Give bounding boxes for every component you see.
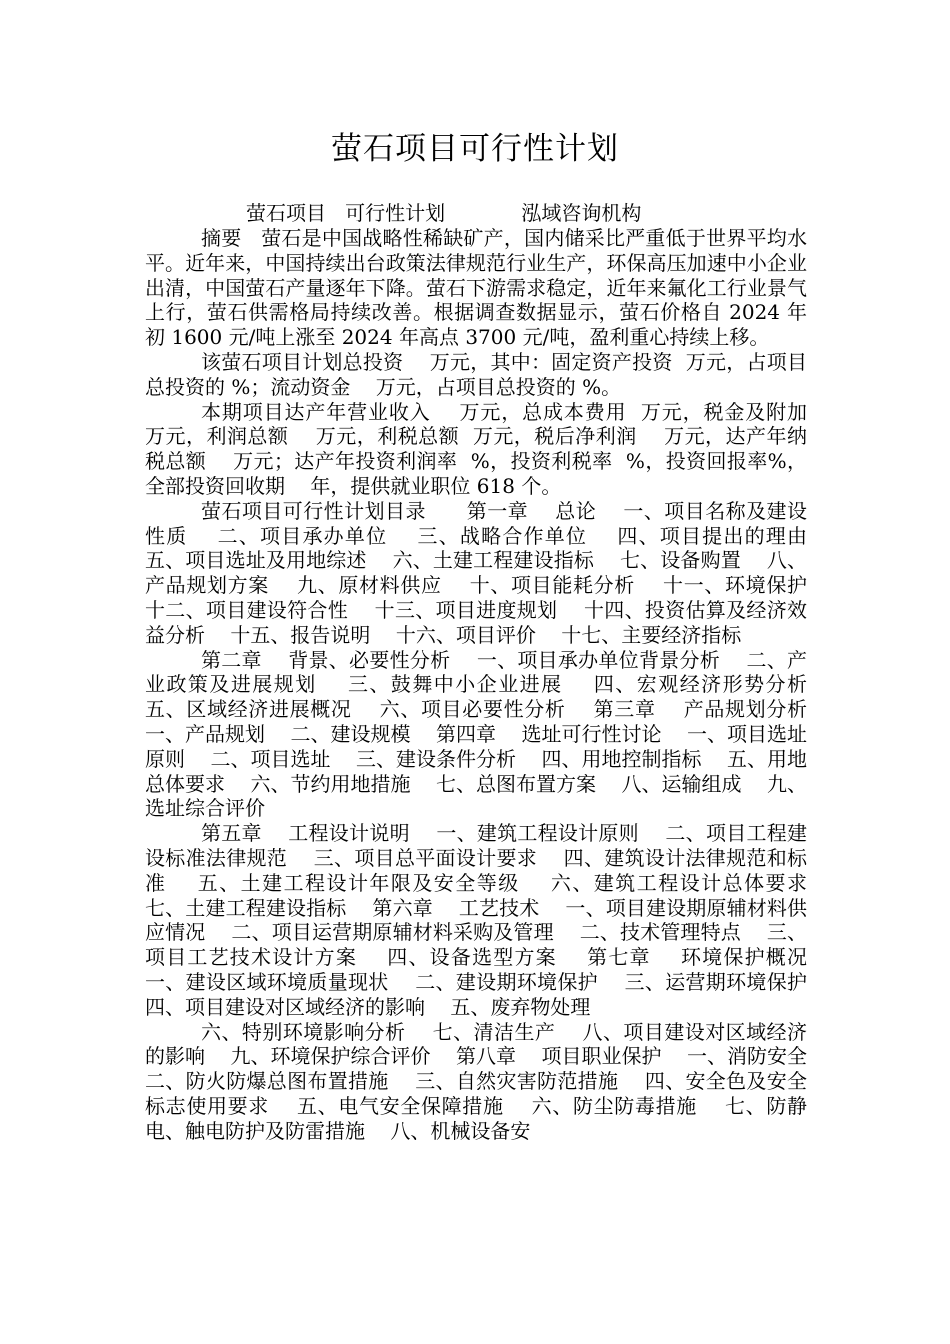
abstract-paragraph: 摘要 萤石是中国战略性稀缺矿产，国内储采比严重低于世界平均水平。近年来，中国持续出台政策法律规范行业生产，环保高压加速中小企业出清，中国萤石产量逐年下降。萤石下游需求稳定，近年来氟化工行业景气上行，萤石供需格局持续改善。根据调查数据显示，萤石价格自 2024 年初 1600 元/吨上涨至 2024 年高点 3700 元/吨，盈利重心持续上移。 bbox=[145, 226, 807, 350]
toc-paragraph: 六、特别环境影响分析 七、清洁生产 八、项目建设对区域经济的影响 九、环境保护综合评价 第八章 项目职业保护 一、消防安全 二、防火防爆总图布置措施 三、自然灾害防范措施 四、安全色及安全标志使用要求 五、电气安全保障措施 六、防尘防毒措施 七、防静电、触电防护及防雷措施 八、机械设备安 bbox=[145, 1019, 833, 1143]
revenue-paragraph: 本期项目达产年营业收入 万元，总成本费用 万元，税金及附加 万元，利润总额 万元，利税总额 万元，税后净利润 万元，达产年纳税总额 万元；达产年投资利润率 %，投资利税率 %，投资回报率%，全部投资回收期 年，提供就业职位 618 个。 bbox=[145, 399, 833, 498]
document-title: 萤石项目可行性计划 bbox=[331, 131, 619, 167]
investment-paragraph: 该萤石项目计划总投资 万元，其中：固定资产投资 万元，占项目总投资的 %；流动资金 万元，占项目总投资的 %。 bbox=[145, 349, 807, 399]
document-byline: 萤石项目 可行性计划 泓域咨询机构 bbox=[246, 201, 642, 225]
document-body bbox=[145, 226, 833, 1143]
toc-paragraph: 第二章 背景、必要性分析 一、项目承办单位背景分析 二、产业政策及进展规划 三、鼓舞中小企业进展 四、宏观经济形势分析 五、区域经济进展概况 六、项目必要性分析 第三章 产品规划分析 一、产品规划 二、建设规模 第四章 选址可行性讨论 一、项目选址原则 二、项目选址 三、建设条件分析 四、用地控制指标 五、用地总体要求 六、节约用地措施 七、总图布置方案 八、运输组成 九、选址综合评价 bbox=[145, 647, 833, 821]
toc-paragraph: 第五章 工程设计说明 一、建筑工程设计原则 二、项目工程建设标准法律规范 三、项目总平面设计要求 四、建筑设计法律规范和标准 五、土建工程设计年限及安全等级 六、建筑工程设计总体要求 七、土建工程建设指标 第六章 工艺技术 一、项目建设期原辅材料供应情况 二、项目运营期原辅材料采购及管理 二、技术管理特点 三、项目工艺技术设计方案 四、设备选型方案 第七章 环境保护概况 一、建设区域环境质量现状 二、建设期环境保护 三、运营期环境保护 四、项目建设对区域经济的影响 五、废弃物处理 bbox=[145, 821, 833, 1019]
toc-paragraph: 萤石项目可行性计划目录 第一章 总论 一、项目名称及建设性质 二、项目承办单位 三、战略合作单位 四、项目提出的理由 五、项目选址及用地综述 六、土建工程建设指标 七、设备购置 八、产品规划方案 九、原材料供应 十、项目能耗分析 十一、环境保护 十二、项目建设符合性 十三、项目进度规划 十四、投资估算及经济效益分析 十五、报告说明 十六、项目评价 十七、主要经济指标 bbox=[145, 498, 833, 647]
